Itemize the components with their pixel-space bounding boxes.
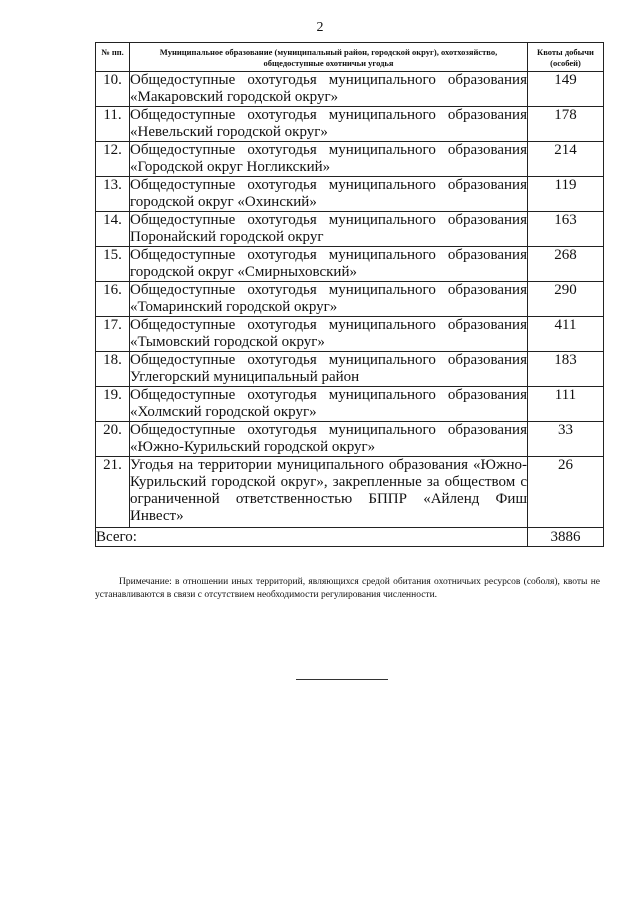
row-quota: 214 — [528, 142, 604, 177]
table-row — [96, 247, 604, 282]
row-name: Общедоступные охотугодья муниципального образования Поронайский городской округ — [130, 212, 527, 245]
row-quota: 411 — [528, 317, 604, 352]
row-quota: 163 — [528, 212, 604, 247]
row-num: 21. — [96, 457, 130, 528]
table-row — [96, 282, 604, 317]
row-quota: 268 — [528, 247, 604, 282]
row-name: Общедоступные охотугодья муниципального образования «Южно-Курильский городской округ» — [130, 422, 527, 455]
row-num: 15. — [96, 247, 130, 282]
total-row — [96, 528, 604, 547]
footnote: Примечание: в отношении иных территорий, являющихся средой обитания охотничьих ресурсов (соболя), квоты не устанавливаются в связи с отсутствием необходимости регулирования численности. — [95, 577, 600, 600]
row-quota: 290 — [528, 282, 604, 317]
table-row — [96, 177, 604, 212]
row-num: 10. — [96, 72, 130, 107]
row-name: Общедоступные охотугодья муниципального образования «Томаринский городской округ» — [130, 282, 527, 315]
total-value: 3886 — [528, 528, 604, 547]
row-name: Общедоступные охотугодья муниципального образования городской округ «Охинский» — [130, 177, 527, 210]
row-num: 14. — [96, 212, 130, 247]
row-num: 12. — [96, 142, 130, 177]
row-quota: 183 — [528, 352, 604, 387]
row-num: 19. — [96, 387, 130, 422]
row-quota: 149 — [528, 72, 604, 107]
table-row — [96, 72, 604, 107]
row-quota: 178 — [528, 107, 604, 142]
quota-table — [95, 42, 604, 547]
table-row — [96, 387, 604, 422]
page-number: 2 — [316, 20, 324, 35]
row-num: 11. — [96, 107, 130, 142]
row-quota: 26 — [528, 457, 604, 528]
total-label: Всего: — [96, 528, 528, 547]
table-row — [96, 422, 604, 457]
header-quota: Квоты добычи (особей) — [528, 43, 604, 72]
row-num: 20. — [96, 422, 130, 457]
table-row — [96, 142, 604, 177]
table-row — [96, 352, 604, 387]
table-row — [96, 457, 604, 528]
row-num: 13. — [96, 177, 130, 212]
row-name: Общедоступные охотугодья муниципального образования Углегорский муниципальный район — [130, 352, 527, 385]
table-row — [96, 212, 604, 247]
end-divider — [296, 679, 388, 680]
row-name: Общедоступные охотугодья муниципального образования «Холмский городской округ» — [130, 387, 527, 420]
header-num: № пп. — [96, 43, 130, 72]
table-row — [96, 107, 604, 142]
row-name: Угодья на территории муниципального образования «Южно-Курильский городской округ», закрепленные за обществом с ограниченной ответственностью БППР «Айленд Фиш Инвест» — [130, 457, 528, 528]
header-name: Муниципальное образование (муниципальный район, городской округ), охотхозяйство, общедоступные охотничьи угодья — [130, 43, 528, 72]
row-quota: 111 — [528, 387, 604, 422]
table-header-row — [96, 43, 604, 72]
row-quota: 33 — [528, 422, 604, 457]
row-quota: 119 — [528, 177, 604, 212]
row-name: Общедоступные охотугодья муниципального образования «Тымовский городской округ» — [130, 317, 527, 350]
row-name: Общедоступные охотугодья муниципального образования «Макаровский городской округ» — [130, 72, 527, 105]
row-num: 18. — [96, 352, 130, 387]
row-num: 17. — [96, 317, 130, 352]
row-name: Общедоступные охотугодья муниципального образования «Невельский городской округ» — [130, 107, 527, 140]
row-name: Общедоступные охотугодья муниципального образования «Городской округ Ногликский» — [130, 142, 527, 175]
row-name: Общедоступные охотугодья муниципального образования городской округ «Смирныховский» — [130, 247, 527, 280]
table-row — [96, 317, 604, 352]
row-num: 16. — [96, 282, 130, 317]
